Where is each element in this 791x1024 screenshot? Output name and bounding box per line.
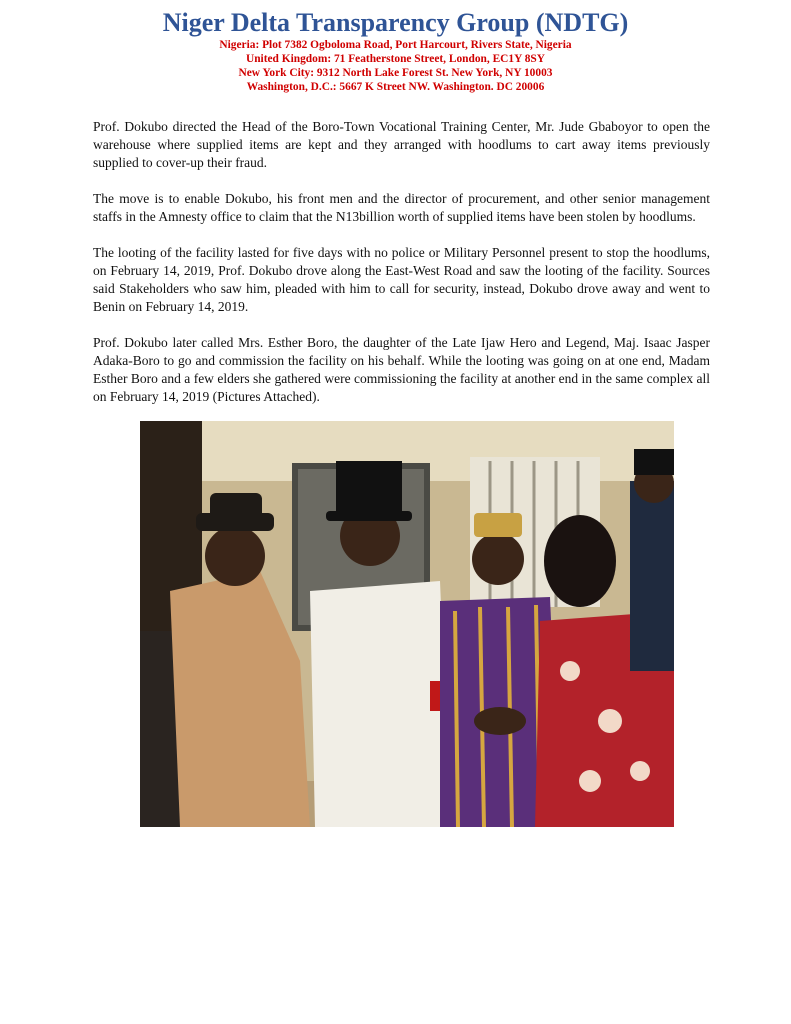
paragraph: Prof. Dokubo later called Mrs. Esther Boro, the daughter of the Late Ijaw Hero and Legend, Maj. Isaac Jasper Adaka-Boro to go and commission the facility on his behalf. While the looting was going on at one end, Madam Esther Boro and a few elders she gathered were commissioning the facility at another end in the same complex all on February 14, 2019 (Pictures Attached). xyxy=(93,335,710,404)
paragraph: The looting of the facility lasted for five days with no police or Military Personnel present to stop the hoodlums, on February 14, 2019, Prof. Dokubo drove along the East-West Road and saw the looting of the facility. Sources said Stakeholders who saw him, pleaded with him to call for security, instead, Dokubo drove away and went to Benin on February 14, 2019. xyxy=(93,245,710,314)
commissioning-photo xyxy=(140,421,674,827)
document-body xyxy=(93,118,710,424)
letterhead xyxy=(0,8,791,94)
paragraph: Prof. Dokubo directed the Head of the Boro-Town Vocational Training Center, Mr. Jude Gbaboyor to open the warehouse where supplied items are kept and they arranged with hoodlums to cart away items previously supplied to cover-up their fraud. xyxy=(93,119,710,170)
paragraph: The move is to enable Dokubo, his front men and the director of procurement, and other senior management staffs in the Amnesty office to claim that the N13billion worth of supplied items have been stolen by hoodlums. xyxy=(93,191,710,224)
address-nigeria: Nigeria: Plot 7382 Ogboloma Road, Port Harcourt, Rivers State, Nigeria xyxy=(219,39,572,51)
address-new-york: New York City: 9312 North Lake Forest St. New York, NY 10003 xyxy=(238,67,553,79)
address-united-kingdom: United Kingdom: 71 Featherstone Street, London, EC1Y 8SY xyxy=(245,53,545,65)
address-washington-dc: Washington, D.C.: 5667 K Street NW. Washington. DC 20006 xyxy=(246,81,545,93)
organization-title: Niger Delta Transparency Group (NDTG) xyxy=(162,8,629,37)
